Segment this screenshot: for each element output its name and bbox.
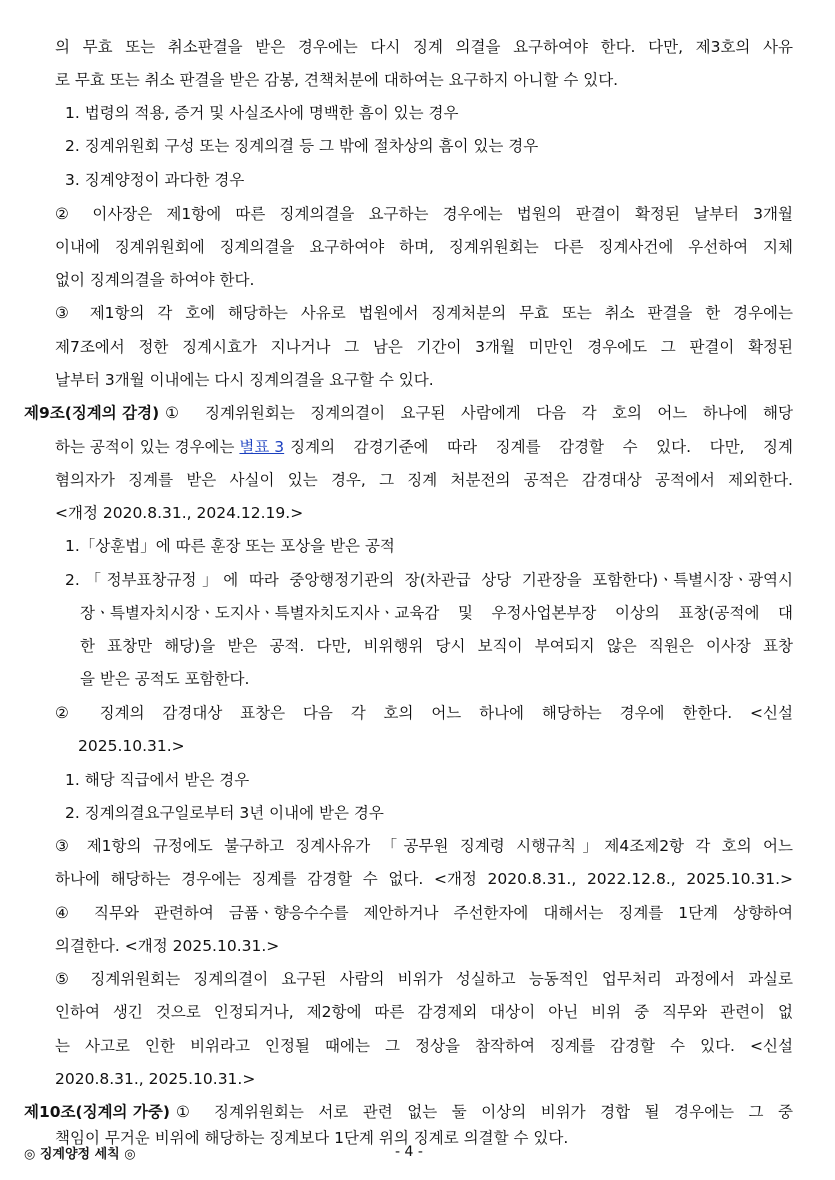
text-line: 책임이 무거운 비위에 해당하는 징계보다 1단계 위의 징계로 의결할 수 있다.	[55, 1129, 569, 1147]
text-line: 혐의자가 징계를 받은 사실이 있는 경우, 그 징계 처분전의 공적은 감경대상 공적에서 제외한다.	[55, 471, 793, 489]
article-10-line	[24, 1102, 793, 1122]
text-line: 이내에 징계위원회에 징계의결을 요구하여야 하며, 징계위원회는 다른 징계사건에 우선하여 지체	[55, 238, 793, 256]
text-line: 로 무효 또는 취소 판결을 받은 감봉, 견책처분에 대하여는 요구하지 아니할 수 있다.	[55, 71, 619, 89]
text-line: ④ 직무와 관련하여 금품ㆍ향응수수를 제안하거나 주선한자에 대해서는 징계를 1단계 상향하여	[55, 904, 793, 922]
text-line: <개정 2020.8.31., 2024.12.19.>	[55, 504, 304, 522]
text-line: 2025.10.31.>	[78, 737, 185, 755]
appendix-3-link[interactable]: 별표 3	[239, 438, 285, 456]
text-line: 의결한다. <개정 2025.10.31.>	[55, 937, 280, 955]
text-line: 인하여 생긴 것으로 인정되거나, 제2항에 따른 감경제외 대상이 아닌 비위 중 직무와 관련이 없	[55, 1003, 793, 1021]
list-item: 2. 징계의결요구일로부터 3년 이내에 받은 경우	[65, 804, 384, 822]
text-line: 2020.8.31., 2025.10.31.>	[55, 1070, 256, 1088]
text-span: ① 징계위원회는 서로 관련 없는 둘 이상의 비위가 경합 될 경우에는 그 중	[175, 1103, 793, 1121]
text-line: 날부터 3개월 이내에는 다시 징계의결을 요구할 수 있다.	[55, 371, 434, 389]
article-heading: 제10조(징계의 가중)	[24, 1103, 170, 1121]
text-line: ③ 제1항의 규정에도 불구하고 징계사유가 「공무원 징계령 시행규칙」제4조제2항 각 호의 어느	[55, 837, 793, 855]
text-line: 장ㆍ특별자치시장ㆍ도지사ㆍ특별자치도지사ㆍ교육감 및 우정사업본부장 이상의 표창(공적에 대	[80, 604, 793, 622]
text-line: ③ 제1항의 각 호에 해당하는 사유로 법원에서 징계처분의 무효 또는 취소 판결을 한 경우에는	[55, 304, 793, 322]
text-line: 한 표창만 해당)을 받은 공적. 다만, 비위행위 당시 보직이 부여되지 않은 직원은 이사장 표창	[80, 637, 793, 655]
text-line: ② 징계의 감경대상 표창은 다음 각 호의 어느 하나에 해당하는 경우에 한한다. <신설	[55, 704, 793, 722]
text-line: 의 무효 또는 취소판결을 받은 경우에는 다시 징계 의결을 요구하여야 한다. 다만, 제3호의 사유	[55, 38, 793, 56]
text-line: 없이 징계의결을 하여야 한다.	[55, 271, 255, 289]
text-line	[55, 437, 793, 457]
footer-title: ◎ 징계양정 세칙 ◎	[24, 1147, 136, 1162]
text-line: 하나에 해당하는 경우에는 징계를 감경할 수 없다. <개정 2020.8.31., 2022.12.8., 2025.10.31.>	[55, 870, 793, 888]
list-item: 2. 징계위원회 구성 또는 징계의결 등 그 밖에 절차상의 흠이 있는 경우	[65, 137, 539, 155]
text-span: ① 징계위원회는 징계의결이 요구된 사람에게 다음 각 호의 어느 하나에 해당	[165, 404, 793, 422]
article-heading: 제9조(징계의 감경)	[24, 404, 160, 422]
text-line: 는 사고로 인한 비위라고 인정될 때에는 그 정상을 참작하여 징계를 감경할 수 있다. <신설	[55, 1037, 793, 1055]
article-9-line	[24, 403, 793, 423]
list-item: 2.「정부표창규정」에 따라 중앙행정기관의 장(차관급 상당 기관장을 포함한다)ㆍ특별시장ㆍ광역시	[65, 571, 793, 589]
text-span: 하는 공적이 있는 경우에는	[55, 438, 240, 456]
text-line: 제7조에서 정한 징계시효가 지나거나 그 남은 기간이 3개월 미만인 경우에도 그 판결이 확정된	[55, 338, 793, 356]
list-item: 1.「상훈법」에 따른 훈장 또는 포상을 받은 공적	[65, 537, 395, 555]
text-line: ⑤ 징계위원회는 징계의결이 요구된 사람의 비위가 성실하고 능동적인 업무처리 과정에서 과실로	[55, 970, 793, 988]
list-item: 1. 해당 직급에서 받은 경우	[65, 771, 250, 789]
text-line: 을 받은 공적도 포함한다.	[80, 670, 250, 688]
list-item: 1. 법령의 적용, 증거 및 사실조사에 명백한 흠이 있는 경우	[65, 104, 459, 122]
list-item: 3. 징계양정이 과다한 경우	[65, 171, 245, 189]
text-span: 징계의 감경기준에 따라 징계를 감경할 수 있다. 다만, 징계	[290, 438, 793, 456]
page-number: - 4 -	[395, 1144, 423, 1160]
text-line: ② 이사장은 제1항에 따른 징계의결을 요구하는 경우에는 법원의 판결이 확정된 날부터 3개월	[55, 205, 793, 223]
